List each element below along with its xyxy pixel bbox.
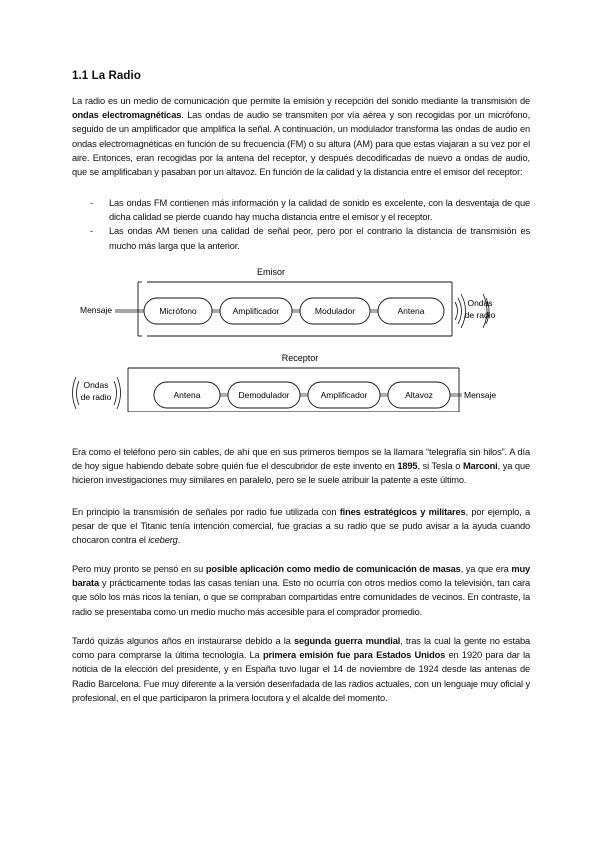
year-1895: 1895: [397, 461, 418, 472]
intro-paragraph: [72, 94, 530, 179]
para-text: , ya que era: [460, 564, 512, 574]
bold-term: segunda guerra mundial: [293, 636, 401, 646]
list-item-text: Las ondas FM contienen más información y la calidad de sonido es excelente, con la desventaja de que dicha calidad se pierde cuando hay mucha distancia entre el emisor y el receptor.: [109, 198, 530, 223]
wave-types-list: [72, 196, 530, 253]
section-heading: 1.1 La Radio: [72, 70, 141, 82]
para-text: .: [177, 535, 181, 546]
military-paragraph: [72, 505, 530, 548]
radio-diagram: [72, 262, 530, 412]
name-marconi: Marconi: [462, 461, 498, 472]
emisor-title: Emisor: [256, 267, 286, 277]
para-text: , si Tesla o: [417, 461, 463, 472]
block-label: Demodulador: [238, 390, 290, 400]
receptor-input-label: Ondas: [83, 380, 109, 390]
bold-term: fines estratégicos y militares: [339, 507, 466, 517]
history-paragraph: [72, 445, 530, 488]
block-label: Altavoz: [405, 390, 433, 400]
block-label: Amplificador: [320, 390, 368, 400]
para-text: Tardó quizás algunos años en instaurarse debido a la: [72, 636, 294, 646]
para-text: Era como el teléfono pero sin cables, de ahí que en sus primeros tiempos se la llamara “telegrafía sin hilos”. A día de hoy sigue habiendo debate sobre quién fue el descubridor de este invento en: [72, 447, 530, 472]
para-text: en 1920 para dar la noticia de la elección del presidente, y en España tuvo lugar el 14 de noviembre de 1924 desde las antenas de Radio Barcelona. Fue muy diferente a la versión desenfadada de las radios actuales, con un lenguaje muy oficial y profesional, en el que participaron la primera locutora y el alcalde del momento.: [72, 650, 531, 703]
italic-term: iceberg: [148, 535, 178, 546]
intro-text-1: La radio es un medio de comunicación que permite la emisión y recepción del sonido mediante la transmisión de: [72, 96, 530, 106]
intro-bold-term: ondas electromagnéticas: [72, 110, 182, 121]
block-label: Micrófono: [159, 306, 197, 316]
block-label: Antena: [397, 306, 425, 316]
receptor-output-label: Mensaje: [464, 390, 497, 400]
intro-text-2: . Las ondas de audio se transmiten por vía aérea y son recogidas por un micrófono, seguido de un amplificador que amplifica la señal. A continuación, un modulador transforma las ondas de audio en ondas electromagnéticas en función de su frecuencia (FM) o su altura (AM) para que estas viajaran a su vez por el aire. Entonces, eran recogidas por la antena del receptor, y después decodificadas de nuevo a ondas de audio, que se amplificaban y pasaban por un altavoz. En función de la calidad y la distancia entre el emisor del receptor:: [72, 110, 531, 178]
para-text: y prácticamente todas las casas tenían una. Esto no ocurría con otros medios como la televisión, tan cara que sólo los más ricos la tenían, o que se compraban compartidas entre comunidades de vecinos. En contraste, la radio se presentaba como un medio mucho más accesible para el comprador promedio.: [72, 578, 530, 617]
bold-term: posible aplicación como medio de comunicación de masas: [205, 564, 461, 574]
block-label: Antena: [173, 390, 201, 400]
list-item: [72, 224, 530, 252]
emisor-output-label: Ondas: [467, 298, 493, 308]
list-item-text: Las ondas AM tienen una calidad de señal peor, pero por el contrario la distancia de transmisión es mucho más larga que la anterior.: [109, 226, 530, 251]
ww2-paragraph: [72, 634, 530, 705]
bullet-dash: -: [90, 226, 93, 237]
para-text: , por ejemplo, a pesar de que el Titanic tenía intención comercial, fue gracias a su radio que se pudo avisar a la ayuda cuando chocaron contra el: [72, 507, 530, 546]
emisor-input-label: Mensaje: [80, 305, 113, 315]
block-label: Modulador: [314, 306, 356, 316]
emisor-output-label: de radio: [464, 310, 496, 320]
para-text: , ya que hicieron investigaciones muy similares en paralelo, pero se le suele atribuir la patente a este último.: [72, 461, 530, 486]
receptor-input-label: de radio: [80, 392, 112, 402]
block-label: Amplificador: [232, 306, 280, 316]
para-text: , tras la cual la gente no estaba como para comprarse la última tecnología. La: [72, 636, 531, 661]
receptor-title: Receptor: [281, 353, 319, 363]
para-text: En principio la transmisión de señales por radio fue utilizada con: [72, 507, 340, 517]
list-item: [72, 196, 530, 224]
mass-media-paragraph: [72, 562, 530, 619]
para-text: Pero muy pronto se pensó en su: [72, 564, 206, 574]
bullet-dash: -: [90, 198, 93, 208]
bold-term: muy barata: [72, 564, 530, 589]
bold-term: primera emisión fue para Estados Unidos: [262, 650, 446, 661]
